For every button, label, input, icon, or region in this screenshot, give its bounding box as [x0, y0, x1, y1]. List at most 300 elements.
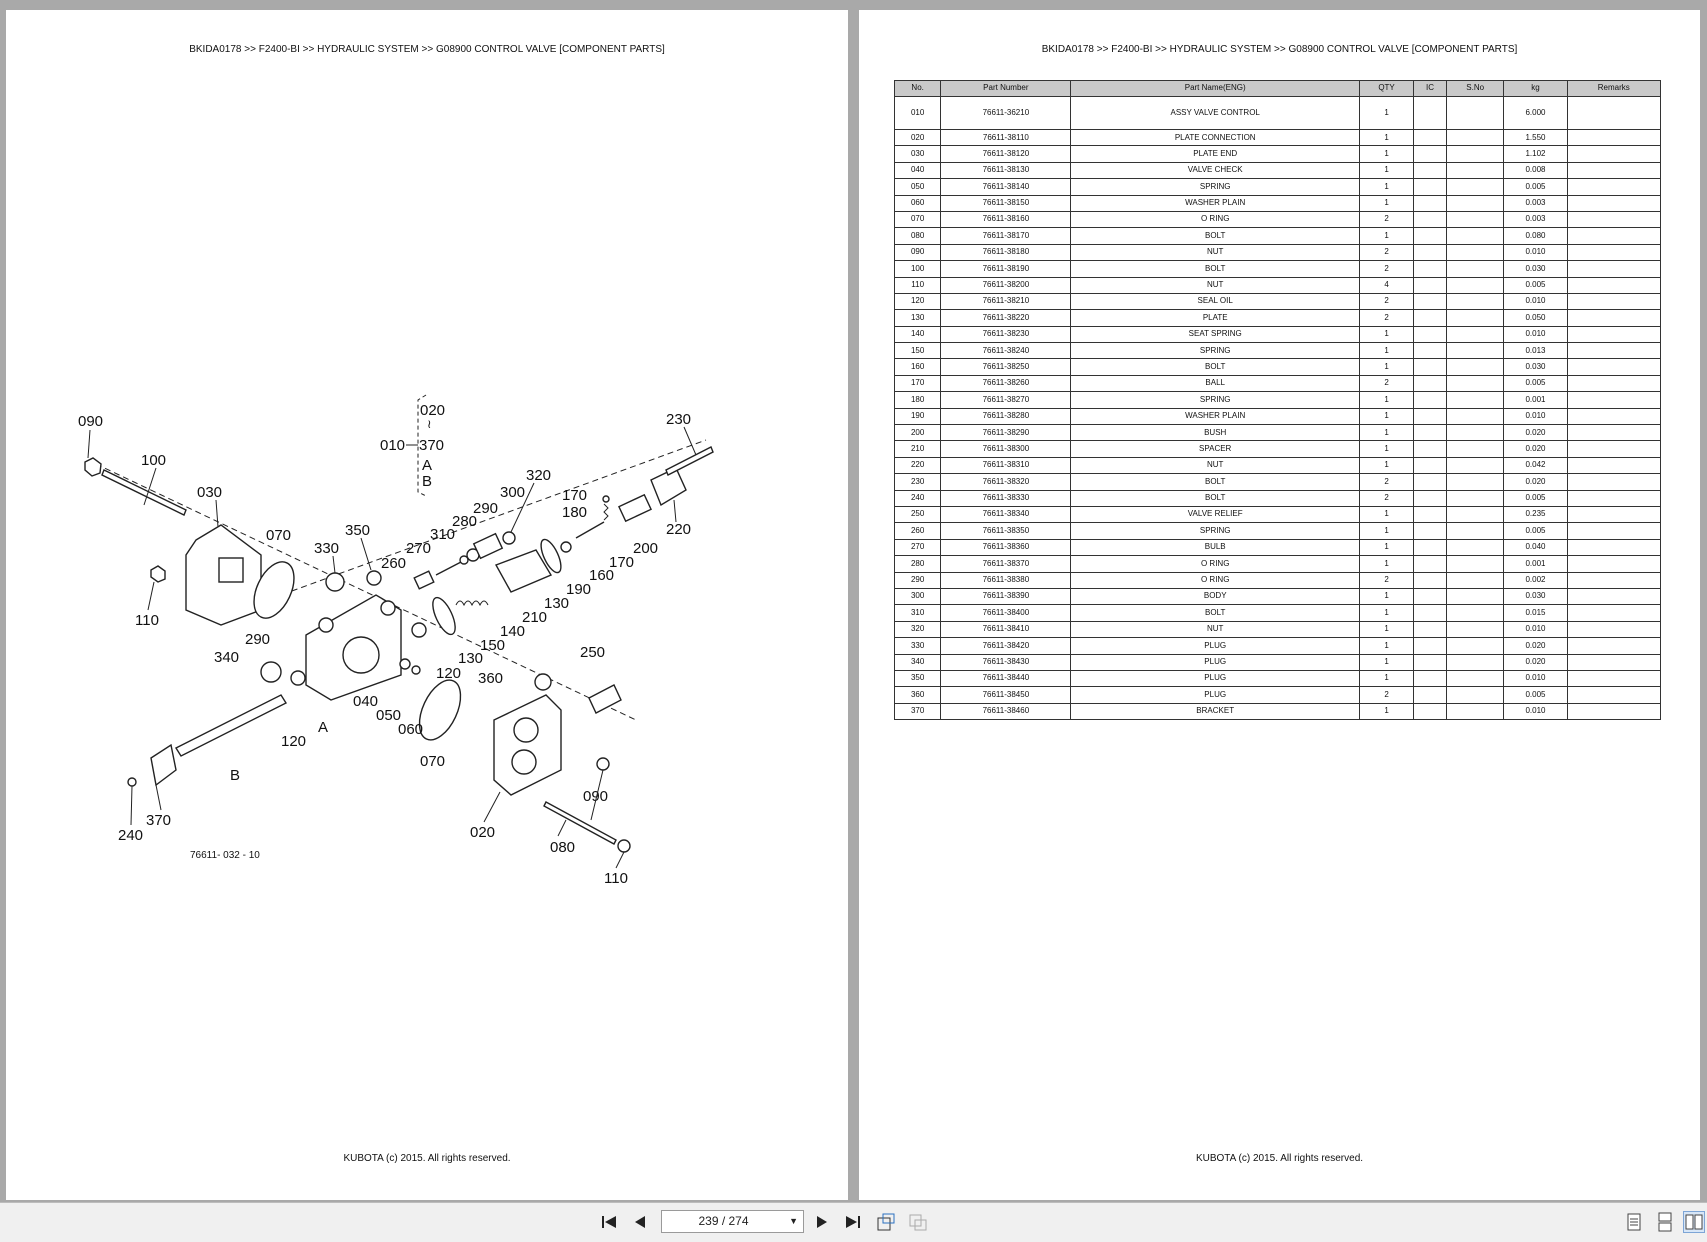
table-cell — [1414, 588, 1447, 604]
table-cell — [1446, 457, 1504, 473]
table-cell: 76611-38240 — [941, 343, 1071, 359]
table-cell: 76611-38330 — [941, 490, 1071, 506]
table-cell: 100 — [895, 261, 941, 277]
bolt-080-shape — [544, 802, 616, 844]
nut-090-shape — [85, 458, 101, 476]
table-cell: BOLT — [1071, 474, 1360, 490]
table-cell — [1446, 638, 1504, 654]
breadcrumb: BKIDA0178 >> F2400-BI >> HYDRAULIC SYSTEM >> G08900 CONTROL VALVE [COMPONENT PARTS] — [189, 44, 665, 55]
callout-040: 040 — [353, 693, 379, 710]
table-cell: 76611-38460 — [941, 703, 1071, 719]
table-cell — [1414, 211, 1447, 227]
callout-320: 320 — [526, 467, 552, 484]
table-cell — [1567, 130, 1660, 146]
table-cell: 76611-38430 — [941, 654, 1071, 670]
plug-360-shape — [535, 674, 551, 690]
table-cell: SPRING — [1071, 179, 1360, 195]
table-cell: SEAT SPRING — [1071, 326, 1360, 342]
table-cell: BOLT — [1071, 261, 1360, 277]
table-row — [895, 425, 1661, 441]
table-cell — [1446, 474, 1504, 490]
table-cell: PLATE CONNECTION — [1071, 130, 1360, 146]
table-cell: 0.003 — [1504, 211, 1567, 227]
single-page-view-icon — [1626, 1212, 1642, 1232]
table-cell: 1 — [1359, 638, 1413, 654]
table-cell — [1567, 441, 1660, 457]
callout-370-range: 370 — [419, 437, 445, 454]
table-cell: 0.005 — [1504, 375, 1567, 391]
callout-110-right: 110 — [604, 870, 628, 887]
table-cell — [1567, 670, 1660, 686]
table-cell: 0.020 — [1504, 425, 1567, 441]
table-row — [895, 556, 1661, 572]
next-page-button[interactable] — [812, 1211, 832, 1233]
table-cell — [1446, 179, 1504, 195]
table-cell: 0.030 — [1504, 359, 1567, 375]
table-row — [895, 638, 1661, 654]
callout-010: 010 — [380, 437, 406, 454]
table-cell: 1 — [1359, 392, 1413, 408]
table-cell: BUSH — [1071, 425, 1360, 441]
nut-090-right-shape — [597, 758, 609, 770]
table-cell: PLUG — [1071, 638, 1360, 654]
table-cell: 0.020 — [1504, 474, 1567, 490]
table-cell: 0.003 — [1504, 195, 1567, 211]
table-row — [895, 703, 1661, 719]
table-cell: 76611-38170 — [941, 228, 1071, 244]
callout-B: B — [230, 767, 241, 784]
continuous-view-button[interactable] — [1654, 1211, 1676, 1233]
table-cell: 2 — [1359, 490, 1413, 506]
callout-130-right: 130 — [544, 595, 570, 612]
table-cell: BOLT — [1071, 228, 1360, 244]
table-row — [895, 310, 1661, 326]
table-cell — [1567, 277, 1660, 293]
table-cell — [1414, 228, 1447, 244]
table-cell: 76611-38380 — [941, 572, 1071, 588]
table-cell: 0.020 — [1504, 638, 1567, 654]
table-cell: 280 — [895, 556, 941, 572]
table-cell — [1414, 605, 1447, 621]
table-row — [895, 506, 1661, 522]
table-cell: 2 — [1359, 293, 1413, 309]
table-cell: 76611-38210 — [941, 293, 1071, 309]
table-cell — [1414, 490, 1447, 506]
table-cell: 76611-38440 — [941, 670, 1071, 686]
table-row — [895, 687, 1661, 703]
table-cell — [1567, 343, 1660, 359]
table-row — [895, 605, 1661, 621]
bolt-230-shape — [666, 447, 713, 475]
callout-330: 330 — [314, 540, 340, 557]
table-cell: 050 — [895, 179, 941, 195]
table-cell — [1446, 195, 1504, 211]
table-cell: 76611-38230 — [941, 326, 1071, 342]
column-header: Part Name(ENG) — [1071, 81, 1360, 97]
valve-relief-250-shape — [589, 685, 621, 713]
table-cell: 320 — [895, 621, 941, 637]
table-row — [895, 392, 1661, 408]
main-body-port — [343, 637, 379, 673]
bolt-240-shape — [128, 778, 136, 786]
table-row — [895, 343, 1661, 359]
bush-200-shape — [619, 495, 651, 521]
table-cell — [1446, 359, 1504, 375]
table-cell: 0.010 — [1504, 326, 1567, 342]
table-cell — [1414, 162, 1447, 178]
table-cell: 0.010 — [1504, 244, 1567, 260]
table-cell: 76611-38370 — [941, 556, 1071, 572]
table-row — [895, 261, 1661, 277]
table-cell: 76611-36210 — [941, 97, 1071, 130]
table-row — [895, 228, 1661, 244]
table-row — [895, 621, 1661, 637]
table-cell — [1567, 146, 1660, 162]
callout-360: 360 — [478, 670, 504, 687]
callout-B-range: B — [422, 473, 433, 490]
table-cell — [1446, 130, 1504, 146]
table-cell — [1414, 326, 1447, 342]
table-cell: 1 — [1359, 408, 1413, 424]
table-cell: 76611-38220 — [941, 310, 1071, 326]
callout-080: 080 — [550, 839, 576, 856]
table-cell: 030 — [895, 146, 941, 162]
page-indicator: 239 / 274 — [698, 1214, 749, 1228]
table-cell — [1567, 211, 1660, 227]
rotate-icon — [875, 1212, 897, 1232]
table-cell: O RING — [1071, 572, 1360, 588]
table-cell: 76611-38250 — [941, 359, 1071, 375]
table-cell: 0.002 — [1504, 572, 1567, 588]
table-cell: 200 — [895, 425, 941, 441]
table-cell — [1446, 310, 1504, 326]
table-row — [895, 523, 1661, 539]
table-cell: O RING — [1071, 556, 1360, 572]
table-cell: 240 — [895, 490, 941, 506]
table-cell — [1414, 556, 1447, 572]
table-cell — [1414, 375, 1447, 391]
table-row — [895, 179, 1661, 195]
callout-340: 340 — [214, 649, 240, 666]
table-cell: PLATE — [1071, 310, 1360, 326]
table-cell — [1567, 408, 1660, 424]
table-cell: 210 — [895, 441, 941, 457]
page-number-select[interactable] — [661, 1210, 804, 1233]
table-cell: 0.010 — [1504, 408, 1567, 424]
plug-330-shape — [326, 573, 344, 591]
table-cell — [1414, 261, 1447, 277]
callout-290-left: 290 — [245, 631, 271, 648]
table-cell: 0.005 — [1504, 277, 1567, 293]
table-cell: 0.001 — [1504, 556, 1567, 572]
table-cell: 76611-38280 — [941, 408, 1071, 424]
table-cell — [1414, 195, 1447, 211]
table-cell: 1 — [1359, 359, 1413, 375]
table-row — [895, 244, 1661, 260]
left-page — [6, 10, 848, 1200]
table-cell: BOLT — [1071, 359, 1360, 375]
seal-120-bottom-shape — [291, 671, 305, 685]
chevron-down-icon: ▼ — [789, 1216, 798, 1226]
table-cell: 130 — [895, 310, 941, 326]
callout-170-top: 170 — [562, 487, 588, 504]
table-cell: 2 — [1359, 310, 1413, 326]
table-cell — [1567, 621, 1660, 637]
table-cell: 0.005 — [1504, 523, 1567, 539]
valve-check-040-shape — [400, 659, 410, 669]
table-cell — [1446, 211, 1504, 227]
table-cell — [1446, 425, 1504, 441]
table-cell: 76611-38390 — [941, 588, 1071, 604]
table-cell: 110 — [895, 277, 941, 293]
column-header: Remarks — [1567, 81, 1660, 97]
table-cell: 150 — [895, 343, 941, 359]
last-page-button[interactable] — [842, 1211, 864, 1233]
table-cell: 1 — [1359, 539, 1413, 555]
table-cell: 76611-38190 — [941, 261, 1071, 277]
table-header-row — [895, 81, 1661, 97]
table-cell: VALVE CHECK — [1071, 162, 1360, 178]
table-cell: 1 — [1359, 97, 1413, 130]
table-row — [895, 375, 1661, 391]
table-row — [895, 539, 1661, 555]
table-cell — [1446, 490, 1504, 506]
table-cell: BOLT — [1071, 605, 1360, 621]
table-cell — [1414, 670, 1447, 686]
table-cell: 140 — [895, 326, 941, 342]
single-page-view-button[interactable] — [1623, 1211, 1645, 1233]
table-cell: 080 — [895, 228, 941, 244]
table-cell — [1567, 539, 1660, 555]
nut-110-left-shape — [151, 566, 165, 582]
callout-260: 260 — [381, 555, 407, 572]
table-cell: 350 — [895, 670, 941, 686]
table-cell: 0.030 — [1504, 261, 1567, 277]
spacer-210-shape — [496, 550, 551, 592]
table-cell — [1414, 457, 1447, 473]
table-cell: O RING — [1071, 211, 1360, 227]
two-page-view-button[interactable] — [1683, 1211, 1705, 1233]
callout-120-bottom: 120 — [281, 733, 307, 750]
table-cell — [1446, 244, 1504, 260]
table-cell — [1567, 228, 1660, 244]
table-cell — [1567, 572, 1660, 588]
table-cell: 0.005 — [1504, 687, 1567, 703]
table-cell: 76611-38110 — [941, 130, 1071, 146]
table-row — [895, 146, 1661, 162]
table-cell: 0.050 — [1504, 310, 1567, 326]
table-cell: 310 — [895, 605, 941, 621]
table-cell — [1567, 179, 1660, 195]
table-row — [895, 326, 1661, 342]
table-cell: 0.030 — [1504, 588, 1567, 604]
viewer-toolbar — [0, 1202, 1707, 1242]
table-cell — [1414, 293, 1447, 309]
callout-020: 020 — [420, 402, 446, 419]
callout-310: 310 — [430, 526, 456, 543]
table-cell: PLUG — [1071, 654, 1360, 670]
table-cell: 76611-38410 — [941, 621, 1071, 637]
callout-180: 180 — [562, 504, 588, 521]
table-cell — [1567, 97, 1660, 130]
rotate-button[interactable] — [874, 1211, 898, 1233]
table-cell: SPRING — [1071, 523, 1360, 539]
table-row — [895, 359, 1661, 375]
table-cell — [1414, 539, 1447, 555]
table-cell: 2 — [1359, 211, 1413, 227]
copy-button[interactable] — [906, 1211, 930, 1233]
table-cell: WASHER PLAIN — [1071, 195, 1360, 211]
table-cell: 1 — [1359, 670, 1413, 686]
table-cell: 0.020 — [1504, 441, 1567, 457]
continuous-view-icon — [1657, 1212, 1673, 1232]
table-cell: 0.010 — [1504, 670, 1567, 686]
table-cell — [1446, 343, 1504, 359]
table-cell: NUT — [1071, 244, 1360, 260]
table-cell: 1 — [1359, 130, 1413, 146]
table-cell — [1446, 523, 1504, 539]
table-row — [895, 195, 1661, 211]
table-cell: 1 — [1359, 621, 1413, 637]
table-cell — [1414, 687, 1447, 703]
table-cell: WASHER PLAIN — [1071, 408, 1360, 424]
table-cell: 020 — [895, 130, 941, 146]
table-cell: 1 — [1359, 605, 1413, 621]
table-cell: SPRING — [1071, 392, 1360, 408]
table-cell: PLUG — [1071, 687, 1360, 703]
table-cell: 170 — [895, 375, 941, 391]
previous-page-button[interactable] — [630, 1211, 650, 1233]
table-cell — [1414, 425, 1447, 441]
callout-130-left: 130 — [458, 650, 484, 667]
table-cell — [1446, 408, 1504, 424]
table-cell: 6.000 — [1504, 97, 1567, 130]
table-cell — [1567, 638, 1660, 654]
table-cell — [1446, 654, 1504, 670]
table-cell: 76611-38320 — [941, 474, 1071, 490]
table-cell: 76611-38150 — [941, 195, 1071, 211]
callout-090-right: 090 — [583, 788, 609, 805]
table-row — [895, 654, 1661, 670]
table-cell: 330 — [895, 638, 941, 654]
table-cell — [1414, 408, 1447, 424]
table-cell — [1567, 310, 1660, 326]
table-cell — [1446, 441, 1504, 457]
table-cell: 1 — [1359, 179, 1413, 195]
spring-180-shape — [604, 504, 608, 520]
table-cell: 76611-38140 — [941, 179, 1071, 195]
bracket-370-shape — [151, 745, 176, 785]
table-cell — [1414, 392, 1447, 408]
table-cell: NUT — [1071, 621, 1360, 637]
table-cell — [1567, 326, 1660, 342]
table-cell: 0.010 — [1504, 293, 1567, 309]
exploded-parts-diagram — [6, 10, 848, 1200]
table-cell — [1414, 703, 1447, 719]
copy-icon — [907, 1212, 929, 1232]
callout-030: 030 — [197, 484, 223, 501]
table-cell: 040 — [895, 162, 941, 178]
table-cell: 76611-38340 — [941, 506, 1071, 522]
bolt-310-shape — [436, 562, 461, 575]
table-row — [895, 588, 1661, 604]
first-page-button[interactable] — [598, 1211, 620, 1233]
callout-250: 250 — [580, 644, 606, 661]
table-cell: 76611-38200 — [941, 277, 1071, 293]
callout-070: 070 — [266, 527, 292, 544]
breadcrumb: BKIDA0178 >> F2400-BI >> HYDRAULIC SYSTEM >> G08900 CONTROL VALVE [COMPONENT PARTS] — [1041, 44, 1518, 55]
table-cell: 1 — [1359, 457, 1413, 473]
table-cell: 0.005 — [1504, 179, 1567, 195]
table-cell: 2 — [1359, 474, 1413, 490]
table-cell: 230 — [895, 474, 941, 490]
table-cell — [1446, 605, 1504, 621]
body-300-shape — [474, 534, 503, 559]
table-cell: 2 — [1359, 687, 1413, 703]
callout-170-bottom: 170 — [609, 554, 635, 571]
table-cell — [1446, 261, 1504, 277]
callout-190: 190 — [566, 581, 592, 598]
table-cell — [1414, 621, 1447, 637]
right-page — [859, 10, 1700, 1200]
callout-A-range: A — [422, 457, 433, 474]
table-cell — [1567, 457, 1660, 473]
svg-text:≀: ≀ — [427, 417, 432, 431]
table-cell: 1 — [1359, 556, 1413, 572]
callout-200: 200 — [633, 540, 659, 557]
bolt-160-shape — [576, 522, 604, 538]
callout-210: 210 — [522, 609, 548, 626]
table-cell — [1414, 359, 1447, 375]
column-header: IC — [1414, 81, 1447, 97]
two-page-view-icon — [1685, 1213, 1703, 1231]
copyright-footer: KUBOTA (c) 2015. All rights reserved. — [1195, 1153, 1364, 1164]
prev-page-icon — [633, 1214, 647, 1230]
table-cell: BRACKET — [1071, 703, 1360, 719]
callout-270: 270 — [406, 540, 432, 557]
table-row — [895, 211, 1661, 227]
table-cell: 190 — [895, 408, 941, 424]
table-cell: 070 — [895, 211, 941, 227]
table-cell: SEAL OIL — [1071, 293, 1360, 309]
table-cell: 1 — [1359, 326, 1413, 342]
copyright-footer: KUBOTA (c) 2015. All rights reserved. — [343, 1153, 511, 1164]
table-cell — [1567, 195, 1660, 211]
table-cell — [1567, 687, 1660, 703]
table-cell: 250 — [895, 506, 941, 522]
table-cell: 76611-38130 — [941, 162, 1071, 178]
table-cell — [1567, 588, 1660, 604]
table-cell — [1446, 326, 1504, 342]
callout-100: 100 — [141, 452, 167, 469]
callout-090: 090 — [78, 413, 104, 430]
callout-050: 050 — [376, 707, 402, 724]
first-page-icon — [600, 1214, 618, 1230]
table-cell — [1414, 638, 1447, 654]
table-cell: 1 — [1359, 195, 1413, 211]
last-page-icon — [844, 1214, 862, 1230]
table-cell: 76611-38350 — [941, 523, 1071, 539]
table-cell — [1414, 474, 1447, 490]
callout-060: 060 — [398, 721, 424, 738]
table-cell: 1 — [1359, 425, 1413, 441]
table-cell: 0.001 — [1504, 392, 1567, 408]
table-cell: 1 — [1359, 703, 1413, 719]
table-cell: 1 — [1359, 523, 1413, 539]
table-cell: 1 — [1359, 146, 1413, 162]
table-cell — [1446, 687, 1504, 703]
table-cell — [1567, 523, 1660, 539]
